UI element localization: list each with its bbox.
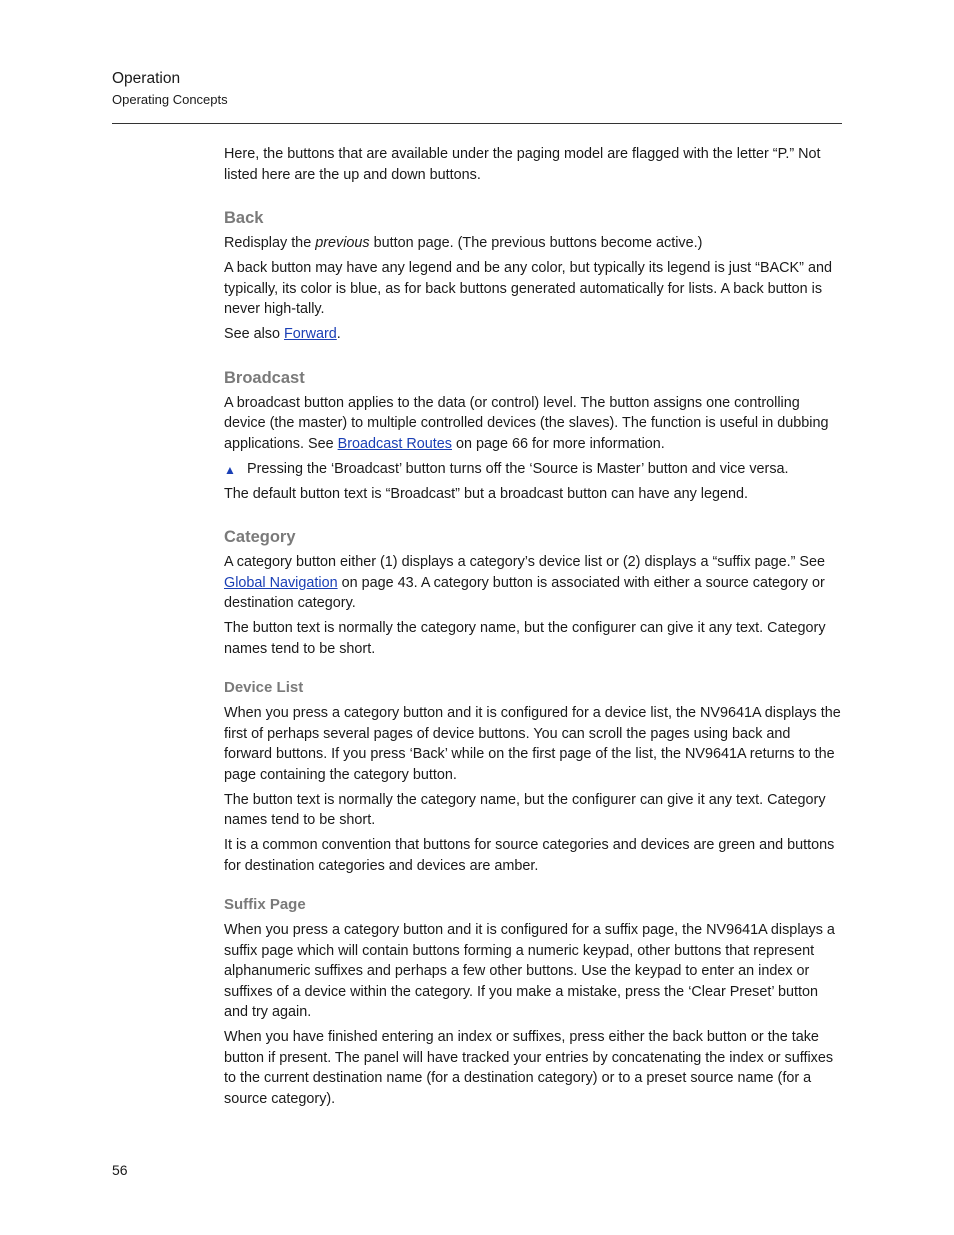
back-p1-post: button page. (The previous buttons become active.) — [369, 235, 703, 251]
page-body — [224, 144, 842, 1114]
heading-back: Back — [224, 209, 264, 227]
page-number: 56 — [112, 1162, 128, 1178]
back-see-also — [224, 324, 842, 345]
back-p1-pre: Redisplay the — [224, 235, 316, 251]
category-paragraph-2: The button text is normally the category name, but the configurer can give it any text. Category names tend to be short. — [224, 620, 826, 657]
header-section-title: Operation — [112, 70, 181, 87]
broadcast-p1-pre: A broadcast button applies to the data (or control) level. The button assigns one controlling device (the master) to multiple controlled devices (the slaves). The function is useful in dubbing applications. See — [224, 394, 829, 452]
intro-paragraph: Here, the buttons that are available under the paging model are flagged with the letter “P.” Not listed here are the up and down buttons. — [224, 146, 821, 183]
suffix-page-paragraph-2: When you have finished entering an index or suffixes, press either the back button or the take button if present. The panel will have tracked your entries by concatenating the index or suffixes to the current destination name (for a destination category) or to a preset source name (for a source category). — [224, 1029, 834, 1107]
broadcast-routes-link[interactable]: Broadcast Routes — [337, 435, 452, 452]
triangle-note-icon: ▲ — [224, 462, 236, 477]
heading-category: Category — [224, 528, 296, 546]
category-p1-post: on page 43. A category button is associated with either a source category or destination category. — [224, 574, 825, 611]
broadcast-paragraph-2: The default button text is “Broadcast” but a broadcast button can have any legend. — [224, 485, 748, 502]
back-p1-emphasis: previous — [315, 235, 370, 251]
category-p1-pre: A category button either (1) displays a category’s device list or (2) displays a “suffix page.” See — [224, 554, 825, 570]
global-navigation-link[interactable]: Global Navigation — [224, 574, 338, 591]
heading-suffix-page: Suffix Page — [224, 896, 306, 913]
heading-device-list: Device List — [224, 679, 304, 696]
forward-link[interactable]: Forward — [284, 326, 337, 342]
back-paragraph-1 — [224, 233, 842, 254]
header-subsection-title: Operating Concepts — [112, 92, 228, 107]
header-divider — [112, 123, 842, 124]
device-list-paragraph-2: The button text is normally the category name, but the configurer can give it any text. Category names tend to be short. — [224, 791, 826, 828]
broadcast-note-text: Pressing the ‘Broadcast’ button turns off the ‘Source is Master’ button and vice versa. — [247, 460, 789, 477]
heading-broadcast: Broadcast — [224, 368, 305, 387]
category-paragraph-1 — [224, 552, 842, 614]
device-list-paragraph-3: It is a common convention that buttons for source categories and devices are green and buttons for destination categories and devices are amber. — [224, 837, 835, 874]
suffix-page-paragraph-1: When you press a category button and it is configured for a suffix page, the NV9641A displays a suffix page which will contain buttons forming a numeric keypad, other buttons that represent alphanumeric suffixes and perhaps a few other buttons. Use the keypad to enter an index or suffixes of a device within the category. If you make a mistake, press the ‘Clear Preset’ button and try again. — [224, 922, 835, 1020]
back-see-post: . — [336, 326, 341, 342]
back-see-pre: See also — [224, 326, 285, 342]
broadcast-note — [224, 459, 842, 480]
device-list-paragraph-1: When you press a category button and it is configured for a device list, the NV9641A displays the first of perhaps several pages of device buttons. You can scroll the pages using back and forward buttons. If you press ‘Back’ while on the first page of the list, the NV9641A returns to the page containing the category button. — [224, 705, 841, 783]
back-paragraph-2: A back button may have any legend and be any color, but typically its legend is just “BACK” and typically, its color is blue, as for back buttons generated automatically for lists. A back button is never high-tally. — [224, 260, 832, 317]
broadcast-p1-post: on page 66 for more information. — [452, 435, 665, 452]
broadcast-paragraph-1 — [224, 393, 842, 455]
